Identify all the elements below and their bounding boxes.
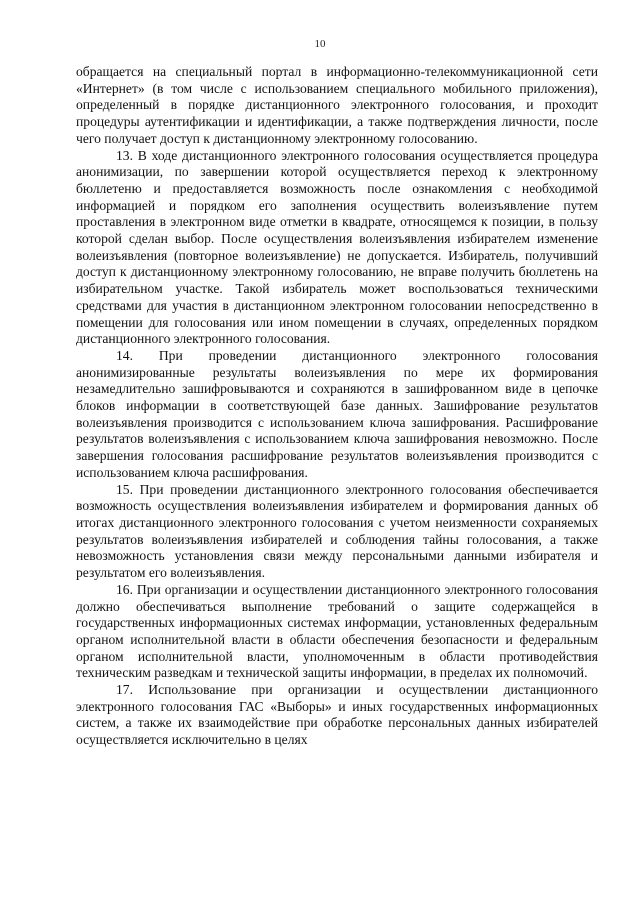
paragraph-16: 16. При организации и осуществлении дистанционного электронного голосования должно обеспечиваться выполнение требований о защите содержащейся в государственных информационных системах информации, установленных федеральным органом исполнительной власти в области обеспечения безопасности и федеральным органом исполнительной власти, уполномоченным в области противодействия техническим разведкам и технической защиты информации, в пределах их полномочий. [76, 581, 598, 681]
paragraph-continuation: обращается на специальный портал в информационно-телекоммуникационной сети «Интернет» (в том числе с использованием специального мобильного приложения), определенный в порядке дистанционного электронного голосования, и проходит процедуры аутентификации и идентификации, а также подтверждения личности, после чего получает доступ к дистанционному электронному голосованию. [76, 64, 598, 146]
paragraph-15: 15. При проведении дистанционного электронного голосования обеспечивается возможность осуществления волеизъявления избирателем и формирования данных об итогах дистанционного электронного голосования с учетом неизменности сохраняемых результатов волеизъявления избирателей и соблюдения тайны голосования, а также невозможность установления связи между персональными данными избирателя и результатом его волеизъявления. [76, 481, 598, 581]
paragraph-13: 13. В ходе дистанционного электронного голосования осуществляется процедура анонимизации, по завершении которой осуществляется переход к электронному бюллетеню и предоставляется возможность после ознакомления с необходимой информацией и порядком его заполнения осуществить волеизъявление путем проставления в электронном виде отметки в квадрате, относящемся к позиции, в пользу которой сделан выбор. После осуществления волеизъявления избирателем изменение волеизъявления (повторное волеизъявление) не допускается. Избиратель, получивший доступ к дистанционному электронному голосованию, не вправе получить бюллетень на избирательном участке. Такой избиратель может воспользоваться техническими средствами для участия в дистанционном электронном голосовании непосредственно в помещении для голосования или ином помещении в случаях, определенных порядком дистанционного электронного голосования. [76, 147, 598, 347]
paragraph-14: 14. При проведении дистанционного электронного голосования анонимизированные результаты волеизъявления по мере их формирования незамедлительно зашифровываются и сохраняются в зашифрованном виде в цепочке блоков информации в соответствующей базе данных. Зашифрование результатов волеизъявления производится с использованием ключа зашифрования. Расшифрование результатов волеизъявления с использованием ключа зашифрования невозможно. После завершения голосования расшифрование результатов волеизъявления производится с использованием ключа расшифрования. [76, 347, 598, 480]
page-number: 10 [314, 38, 326, 50]
paragraph-17: 17. Использование при организации и осуществлении дистанционного электронного голосования ГАС «Выборы» и иных государственных информационных систем, а также их взаимодействие при обработке персональных данных избирателей осуществляется исключительно в целях [76, 682, 598, 748]
document-body [76, 64, 598, 749]
